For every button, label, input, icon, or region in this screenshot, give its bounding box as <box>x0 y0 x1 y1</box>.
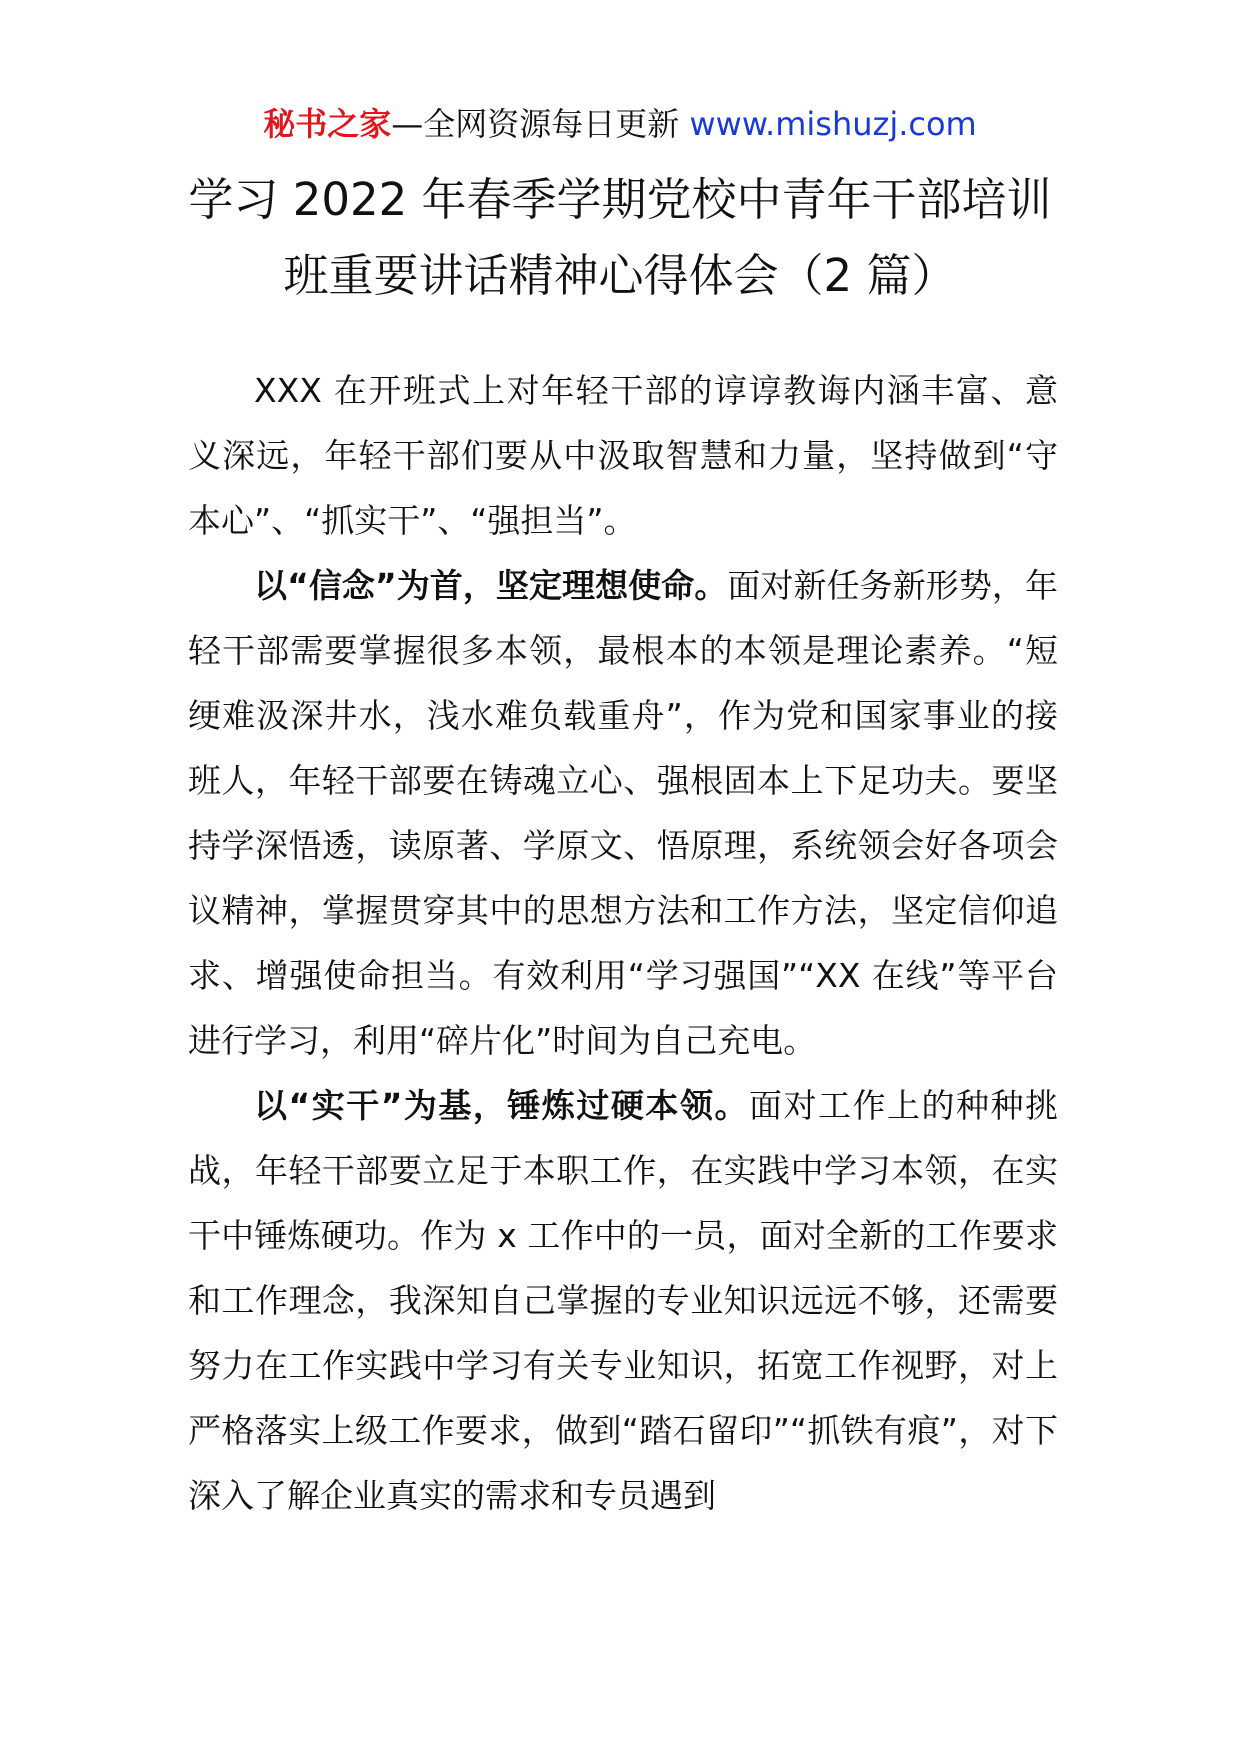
site-url[interactable]: www.mishuzj.com <box>689 105 977 143</box>
paragraph-lead: 以“实干”为基，锤炼过硬本领。 <box>254 1086 749 1125</box>
paragraph-lead: 以“信念”为首，坚定理想使命。 <box>254 566 728 605</box>
brand-name: 秘书之家 <box>263 105 392 143</box>
header-tagline: —全网资源每日更新 <box>391 105 680 143</box>
paragraph-text: 面对工作上的种种挑战，年轻干部要立足于本职工作，在实践中学习本领，在实干中锤炼硬功。作为 x 工作中的一员，面对全新的工作要求和工作理念，我深知自己掌握的专业知识远远不够，还需要努力在工作实践中学习有关专业知识，拓宽工作视野，对上严格落实上级工作要求，做到“踏石留印”“抓铁有痕”，对下深入了解企业真实的需求和专员遇到 <box>188 1086 1058 1515</box>
paragraph-practice <box>188 1073 1058 1528</box>
paragraph-intro <box>188 358 1058 553</box>
paragraph-text: XXX 在开班式上对年轻干部的谆谆教诲内涵丰富、意义深远，年轻干部们要从中汲取智慧和力量，坚持做到“守本心”、“抓实干”、“强担当”。 <box>188 371 1058 540</box>
document-title <box>150 162 1090 314</box>
paragraph-belief <box>188 553 1058 1073</box>
document-body <box>188 358 1058 1528</box>
title-line-2: 班重要讲话精神心得体会（2 篇） <box>283 249 957 302</box>
paragraph-text: 面对新任务新形势，年轻干部需要掌握很多本领，最根本的本领是理论素养。“短绠难汲深井水，浅水难负载重舟”，作为党和国家事业的接班人，年轻干部要在铸魂立心、强根固本上下足功夫。要坚持学深悟透，读原著、学原文、悟原理，系统领会好各项会议精神，掌握贯穿其中的思想方法和工作方法，坚定信仰追求、增强使命担当。有效利用“学习强国”“XX 在线”等平台进行学习，利用“碎片化”时间为自己充电。 <box>188 566 1058 1060</box>
site-header <box>0 100 1240 148</box>
title-line-1: 学习 2022 年春季学期党校中青年干部培训 <box>188 173 1052 226</box>
